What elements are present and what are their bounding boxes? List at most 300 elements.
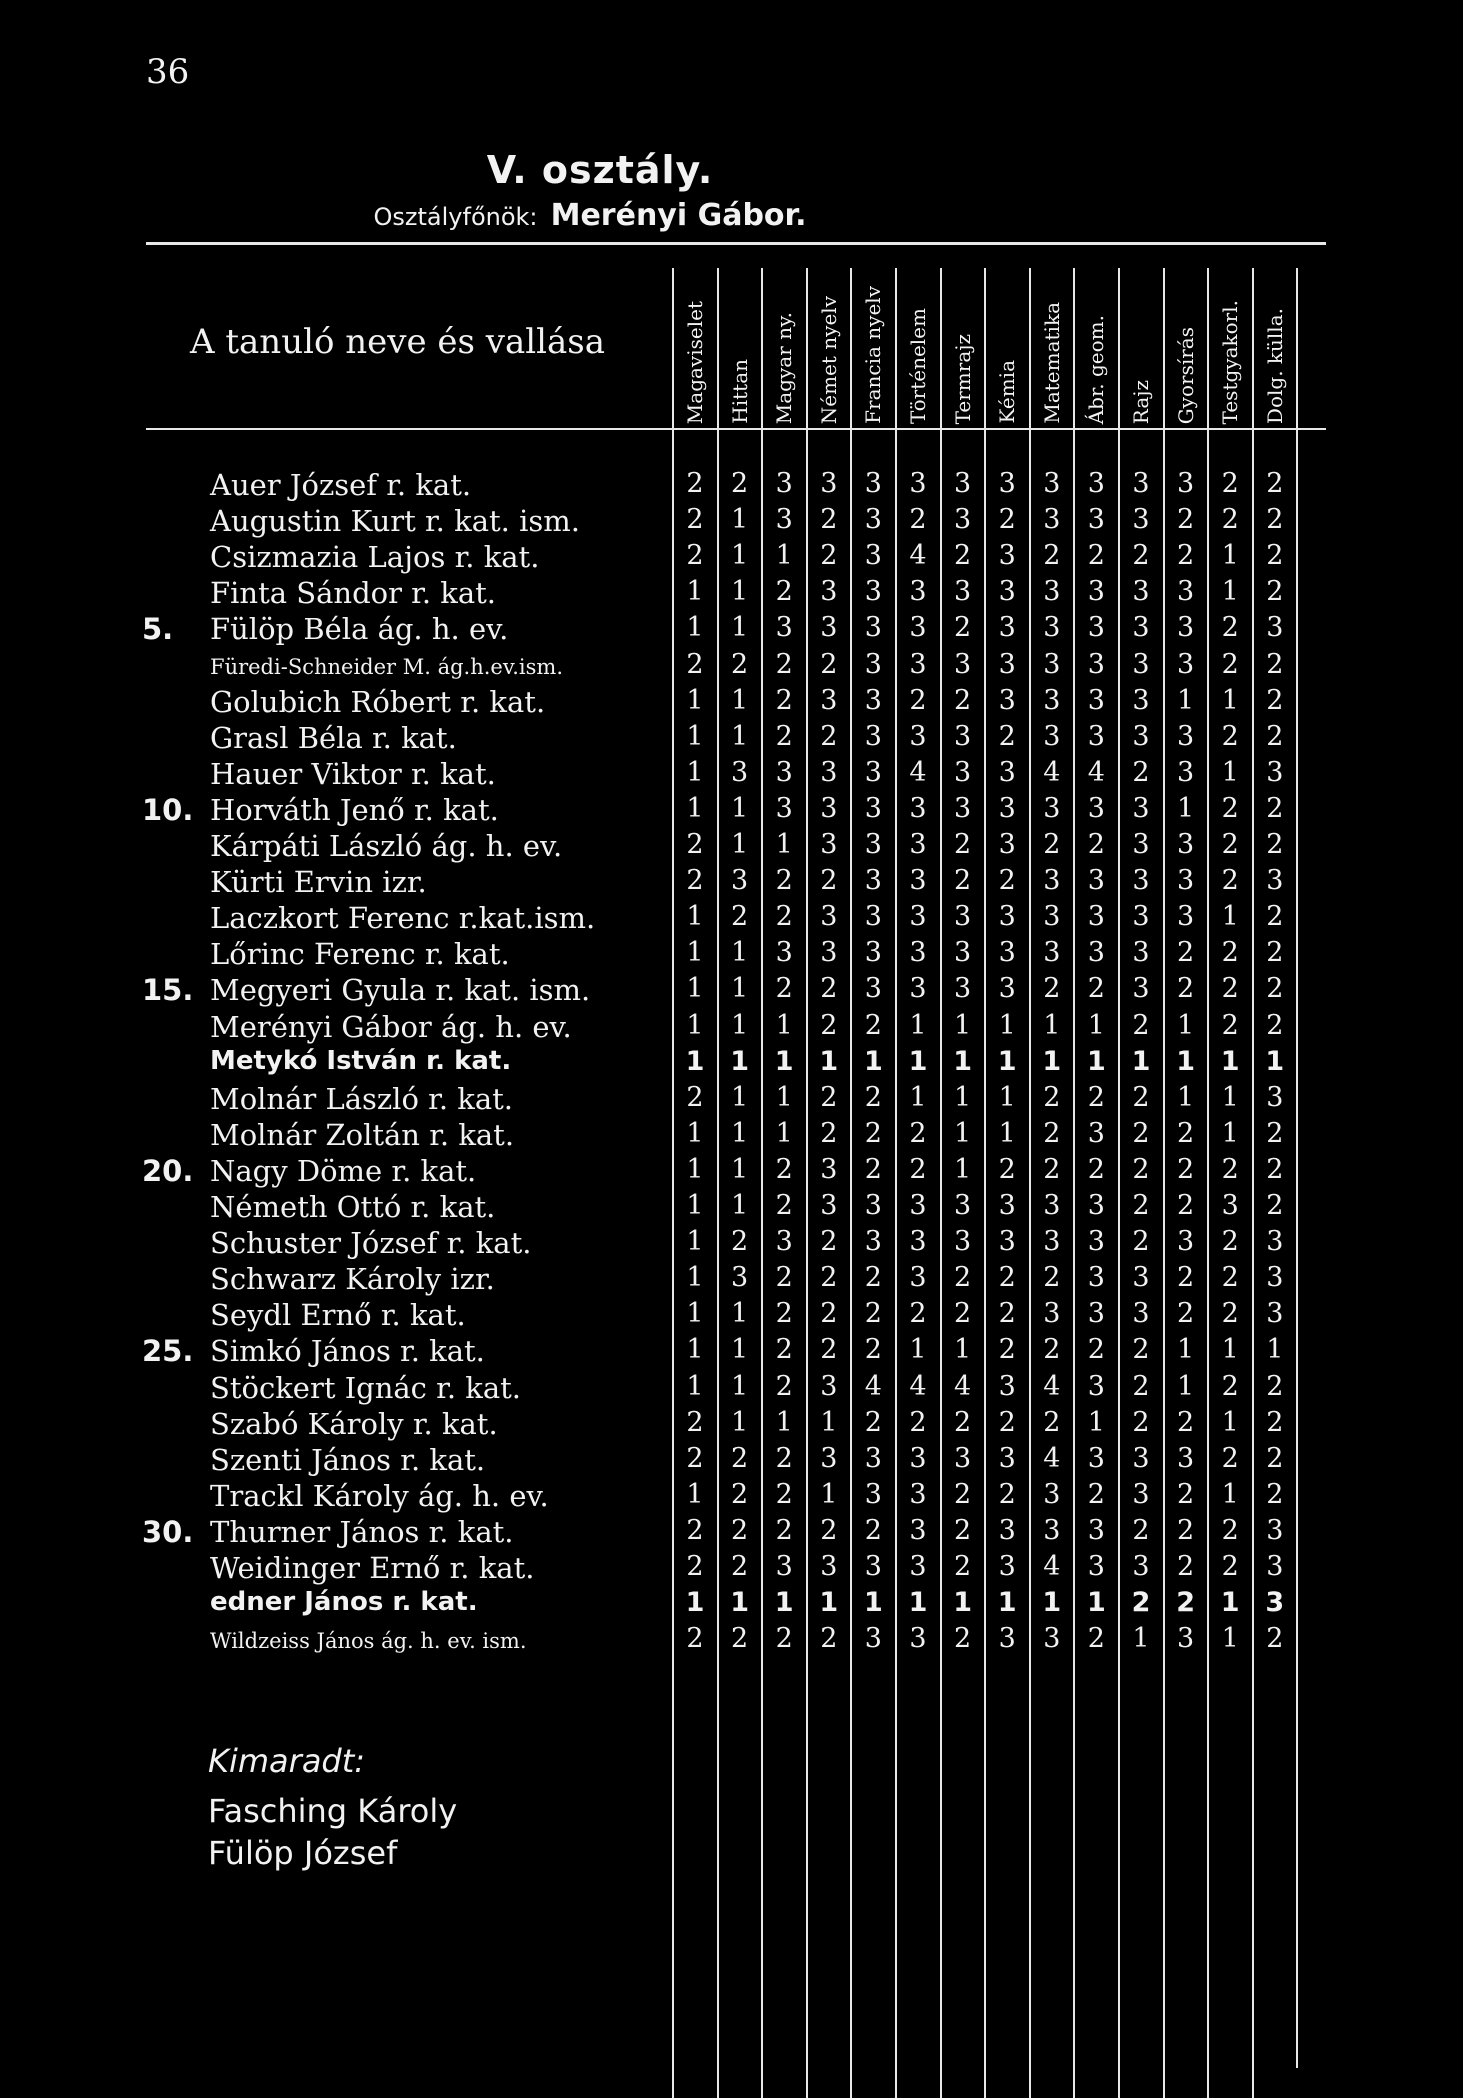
grade-cell: 1 [775, 540, 793, 572]
grade-cell: 3 [864, 720, 882, 752]
grade-cell: 3 [864, 1226, 882, 1258]
grade-cell: 2 [775, 865, 793, 897]
table-row [0, 1010, 1463, 1046]
grade-cell: 1 [1221, 1334, 1239, 1366]
grade-cell: 3 [998, 540, 1016, 572]
grade-cell: 3 [1087, 1298, 1105, 1330]
grade-cell: 1 [1131, 1045, 1151, 1077]
grade-cell: 3 [1087, 504, 1105, 536]
grade-cell: 2 [954, 1478, 972, 1510]
grade-cell: 2 [1131, 1587, 1151, 1619]
grade-cell: 3 [954, 1226, 972, 1258]
grade-cell: 3 [1087, 720, 1105, 752]
grade-cell: 2 [820, 1514, 838, 1546]
grade-cell: 3 [731, 865, 749, 897]
grade-cell: 2 [686, 1623, 704, 1655]
grade-cell: 3 [998, 612, 1016, 644]
grade-cell: 3 [1177, 756, 1195, 788]
row-number: 30. [142, 1514, 194, 1549]
grade-cell: 2 [1266, 648, 1284, 680]
remained-student-name: Fasching Károly [208, 1792, 458, 1830]
grade-cell: 2 [1043, 1262, 1061, 1294]
subject-header [1166, 248, 1206, 424]
remained-title: Kimaradt: [208, 1742, 366, 1780]
grade-cell: 2 [1043, 1153, 1061, 1185]
grade-cell: 2 [1266, 720, 1284, 752]
grade-cell: 1 [998, 1081, 1016, 1113]
grade-cell: 3 [1132, 1442, 1150, 1474]
grade-cell: 2 [1132, 1514, 1150, 1546]
grade-cell: 3 [909, 1623, 927, 1655]
grade-cell: 2 [1043, 1334, 1061, 1366]
grade-cell: 3 [731, 1262, 749, 1294]
grade-cell: 1 [953, 1587, 972, 1619]
grade-cell: 1 [908, 1045, 928, 1077]
student-name: Golubich Róbert r. kat. [210, 684, 546, 719]
grade-cell: 3 [909, 468, 927, 499]
grade-cell: 1 [775, 1406, 793, 1438]
grade-cell: 3 [864, 973, 882, 1005]
grade-cell: 3 [954, 756, 972, 788]
grade-cell: 2 [775, 1623, 793, 1655]
grade-cell: 1 [686, 1334, 704, 1366]
grade-cell: 1 [774, 1045, 794, 1077]
grade-cell: 3 [1266, 1551, 1284, 1582]
grade-cell: 1 [1132, 1623, 1150, 1655]
grade-cell: 2 [686, 1406, 704, 1438]
grade-cell: 3 [864, 648, 882, 680]
grade-cell: 3 [954, 648, 972, 680]
grade-cell: 3 [775, 937, 793, 969]
grade-cell: 2 [686, 540, 704, 572]
subject-header [675, 248, 715, 424]
subject-label: Magyar ny. [772, 311, 797, 424]
table-row [0, 829, 1463, 865]
grade-cell: 1 [731, 684, 749, 716]
grade-cell: 2 [1266, 576, 1284, 608]
student-name: Laczkort Ferenc r.kat.ism. [210, 901, 596, 936]
grade-cell: 3 [909, 1551, 927, 1582]
grade-cell: 1 [686, 1478, 704, 1510]
grade-cell: 3 [1132, 1298, 1150, 1330]
grade-cell: 2 [1177, 504, 1195, 536]
subject-label: Magaviselet [683, 300, 707, 424]
grade-cell: 3 [998, 756, 1016, 788]
grade-cell: 2 [1177, 1406, 1195, 1438]
student-name: Kürti Ervin izr. [210, 865, 427, 900]
grade-cell: 3 [864, 756, 882, 788]
table-row [0, 937, 1463, 973]
grade-cell: 3 [775, 1226, 793, 1258]
grade-cell: 2 [1132, 540, 1150, 572]
grade-cell: 3 [1266, 1298, 1284, 1330]
grade-cell: 1 [1220, 1587, 1240, 1619]
table-row [0, 468, 1463, 504]
grade-cell: 1 [731, 937, 749, 969]
grade-cell: 3 [820, 468, 838, 499]
grade-cell: 3 [1043, 1226, 1061, 1258]
grade-cell: 1 [775, 1009, 793, 1041]
student-name: Stöckert Ignác r. kat. [210, 1370, 521, 1405]
grade-cell: 2 [1043, 540, 1061, 572]
grade-cell: 3 [820, 612, 838, 644]
grade-cell: 2 [954, 1623, 972, 1655]
subject-label: Hittan [727, 359, 752, 424]
grade-cell: 3 [998, 1514, 1016, 1546]
grade-cell: 2 [998, 504, 1016, 536]
grade-cell: 2 [731, 648, 749, 680]
subject-header [1210, 248, 1250, 424]
row-number: 10. [142, 792, 194, 827]
grade-cell: 2 [1266, 1153, 1284, 1185]
grade-cell: 3 [1043, 937, 1061, 969]
grade-cell: 3 [909, 973, 927, 1005]
grade-cell: 2 [864, 1117, 882, 1149]
grade-cell: 2 [1221, 1370, 1239, 1402]
row-number: 25. [142, 1334, 194, 1369]
grade-cell: 2 [1221, 829, 1239, 860]
grade-cell: 2 [1221, 1262, 1239, 1294]
grade-cell: 3 [1132, 576, 1150, 608]
grade-cell: 1 [686, 756, 704, 788]
grade-cell: 2 [1087, 1081, 1105, 1113]
grade-cell: 3 [864, 901, 882, 933]
grade-cell: 1 [1042, 1045, 1062, 1077]
grade-cell: 3 [1043, 1190, 1061, 1221]
grade-cell: 2 [775, 1478, 793, 1510]
grade-cell: 1 [686, 1370, 704, 1402]
grade-cell: 3 [1043, 612, 1061, 644]
grade-cell: 3 [1043, 865, 1061, 897]
grade-cell: 3 [1177, 576, 1195, 608]
table-row [0, 1515, 1463, 1551]
grade-cell: 2 [1266, 792, 1284, 824]
student-name: Simkó János r. kat. [210, 1334, 485, 1369]
grade-cell: 2 [775, 1370, 793, 1402]
grade-cell: 1 [731, 576, 749, 608]
grade-cell: 3 [1265, 1587, 1285, 1619]
grade-cell: 2 [1087, 540, 1105, 572]
grade-cell: 3 [864, 865, 882, 897]
grade-cell: 2 [731, 468, 749, 499]
grade-cell: 2 [820, 1117, 838, 1149]
grade-cell: 2 [775, 720, 793, 752]
student-name: Trackl Károly ág. h. ev. [210, 1478, 549, 1513]
grade-cell: 2 [820, 1262, 838, 1294]
grade-cell: 3 [909, 937, 927, 969]
grade-cell: 2 [1221, 504, 1239, 536]
grade-cell: 3 [1087, 1514, 1105, 1546]
grade-cell: 2 [1266, 1478, 1284, 1510]
grade-cell: 2 [1177, 1153, 1195, 1185]
table-row [0, 757, 1463, 793]
table-row [0, 901, 1463, 937]
student-name: Schwarz Károly izr. [210, 1262, 495, 1297]
grade-cell: 2 [686, 504, 704, 536]
grade-cell: 3 [1266, 1514, 1284, 1546]
grade-cell: 1 [775, 829, 793, 860]
grade-cell: 3 [954, 901, 972, 933]
grade-cell: 2 [1132, 1406, 1150, 1438]
grade-cell: 1 [1042, 1587, 1062, 1619]
student-name: Merényi Gábor ág. h. ev. [210, 1009, 572, 1044]
grade-cell: 1 [1265, 1045, 1285, 1077]
grade-cell: 2 [1221, 1009, 1239, 1041]
grade-cell: 3 [1087, 648, 1105, 680]
grade-cell: 1 [1043, 1009, 1061, 1041]
grade-cell: 2 [775, 1298, 793, 1330]
grade-cell: 3 [820, 684, 838, 716]
grade-cell: 3 [820, 792, 838, 824]
grade-cell: 4 [909, 540, 927, 572]
grade-cell: 2 [998, 1153, 1016, 1185]
grade-cell: 2 [731, 1442, 749, 1474]
grade-cell: 3 [909, 792, 927, 824]
grade-cell: 2 [1221, 973, 1239, 1005]
student-name: Metykó István r. kat. [210, 1045, 512, 1076]
grade-cell: 3 [775, 1551, 793, 1582]
student-name: Lőrinc Ferenc r. kat. [210, 937, 510, 972]
grade-cell: 2 [1177, 1298, 1195, 1330]
grade-cell: 2 [1221, 1514, 1239, 1546]
grade-cell: 2 [998, 865, 1016, 897]
grade-cell: 1 [730, 1045, 749, 1077]
grade-cell: 1 [1177, 792, 1195, 824]
grade-cell: 1 [731, 1117, 749, 1149]
grade-cell: 3 [864, 1478, 882, 1510]
table-row [0, 1407, 1463, 1443]
page-title: V. osztály. [486, 148, 714, 192]
grade-cell: 1 [731, 829, 749, 860]
grade-cell: 1 [731, 1153, 749, 1185]
grade-cell: 3 [1043, 648, 1061, 680]
grade-cell: 2 [1043, 1406, 1061, 1438]
grade-cell: 3 [909, 1262, 927, 1294]
grade-cell: 3 [1132, 865, 1150, 897]
grade-cell: 3 [998, 468, 1016, 499]
grade-cell: 2 [909, 1406, 927, 1438]
grade-cell: 3 [864, 612, 882, 644]
grade-cell: 3 [998, 648, 1016, 680]
grade-cell: 1 [908, 1587, 928, 1619]
grade-cell: 2 [954, 540, 972, 572]
grade-cell: 2 [775, 901, 793, 933]
grade-cell: 1 [1221, 1478, 1239, 1510]
grade-cell: 2 [1221, 1442, 1239, 1474]
grade-cell: 1 [731, 720, 749, 752]
grade-cell: 1 [1087, 1009, 1105, 1041]
grade-cell: 3 [1177, 829, 1195, 860]
grade-cell: 3 [954, 1442, 972, 1474]
grade-cell: 2 [1177, 1190, 1195, 1221]
student-name: Finta Sándor r. kat. [210, 576, 497, 611]
student-name: Schuster József r. kat. [210, 1226, 532, 1261]
subject-header [943, 248, 983, 424]
grade-cell: 2 [864, 1298, 882, 1330]
grade-cell: 3 [1043, 901, 1061, 933]
table-row [0, 1190, 1463, 1226]
table-row [0, 721, 1463, 757]
grade-cell: 3 [1132, 937, 1150, 969]
grade-cell: 4 [954, 1370, 972, 1402]
grade-cell: 3 [954, 973, 972, 1005]
grade-cell: 1 [909, 1009, 927, 1041]
grade-cell: 1 [1177, 1370, 1195, 1402]
grade-cell: 3 [864, 576, 882, 608]
grade-cell: 3 [998, 1226, 1016, 1258]
table-row [0, 1551, 1463, 1587]
grade-cell: 2 [775, 1334, 793, 1366]
grade-cell: 2 [686, 1551, 704, 1582]
grade-cell: 2 [864, 1406, 882, 1438]
subject-label: Ábr. geom. [1084, 314, 1109, 424]
grade-cell: 2 [820, 1226, 838, 1258]
grade-cell: 4 [909, 1370, 927, 1402]
grade-cell: 3 [1087, 865, 1105, 897]
grade-cell: 2 [1132, 1117, 1150, 1149]
grade-cell: 1 [1177, 684, 1195, 716]
grade-cell: 1 [731, 1298, 749, 1330]
grade-cell: 3 [1177, 1623, 1195, 1655]
grade-cell: 3 [1087, 1226, 1105, 1258]
grade-cell: 2 [1132, 1153, 1150, 1185]
grade-cell: 2 [1221, 1551, 1239, 1582]
grade-cell: 2 [998, 1406, 1016, 1438]
grade-cell: 2 [1266, 937, 1284, 969]
grade-cell: 1 [686, 576, 704, 608]
grade-cell: 3 [998, 1370, 1016, 1402]
subject-header [809, 248, 849, 424]
row-number: 15. [142, 973, 194, 1008]
grade-cell: 2 [1221, 865, 1239, 897]
grade-cell: 1 [819, 1587, 839, 1619]
grade-cell: 3 [1132, 1551, 1150, 1582]
grade-cell: 3 [1132, 684, 1150, 716]
grade-cell: 2 [1221, 612, 1239, 644]
grade-cell: 2 [1221, 1226, 1239, 1258]
subject-header [1032, 248, 1072, 424]
grade-cell: 2 [820, 1081, 838, 1113]
grade-cell: 2 [1266, 1009, 1284, 1041]
student-name: Thurner János r. kat. [210, 1514, 514, 1549]
grade-cell: 2 [1043, 829, 1061, 860]
grade-cell: 1 [686, 1226, 704, 1258]
grade-cell: 4 [909, 756, 927, 788]
grade-cell: 2 [1132, 1009, 1150, 1041]
grade-cell: 2 [775, 684, 793, 716]
grade-cell: 1 [686, 1262, 704, 1294]
grade-cell: 3 [864, 1190, 882, 1221]
subject-header [987, 248, 1027, 424]
grade-cell: 2 [864, 1334, 882, 1366]
grade-cell: 1 [1086, 1045, 1106, 1077]
grade-cell: 1 [997, 1587, 1017, 1619]
grade-cell: 2 [820, 540, 838, 572]
grade-cell: 1 [686, 720, 704, 752]
grade-cell: 2 [1177, 1478, 1195, 1510]
remained-student-name: Fülöp József [208, 1834, 398, 1872]
grade-cell: 2 [1132, 1370, 1150, 1402]
grade-cell: 3 [1043, 1623, 1061, 1655]
subject-label: Matematika [1039, 302, 1064, 424]
grade-cell: 2 [1132, 756, 1150, 788]
grade-cell: 2 [1177, 1514, 1195, 1546]
grade-cell: 1 [953, 1045, 972, 1077]
grade-cell: 2 [731, 1623, 749, 1655]
grade-cell: 2 [1266, 468, 1284, 499]
grade-cell: 3 [909, 865, 927, 897]
student-name: Fülöp Béla ág. h. ev. [210, 612, 509, 647]
table-row [0, 1154, 1463, 1190]
grade-cell: 3 [1043, 504, 1061, 536]
grade-cell: 1 [730, 1587, 749, 1619]
grade-cell: 2 [954, 612, 972, 644]
grade-cell: 1 [731, 1081, 749, 1113]
table-row [0, 1479, 1463, 1515]
grade-cell: 1 [863, 1587, 883, 1619]
grade-cell: 2 [1221, 937, 1239, 969]
table-row [0, 1298, 1463, 1334]
table-row [0, 973, 1463, 1009]
student-name: Füredi-Schneider M. ág.h.ev.ism. [210, 654, 563, 679]
student-name: Hauer Viktor r. kat. [210, 756, 496, 791]
grade-cell: 1 [685, 1587, 705, 1619]
grade-cell: 2 [1266, 829, 1284, 860]
grade-cell: 3 [820, 576, 838, 608]
grade-cell: 3 [1132, 829, 1150, 860]
grade-cell: 3 [1132, 1478, 1150, 1510]
grade-cell: 2 [1221, 720, 1239, 752]
grade-cell: 1 [997, 1045, 1017, 1077]
grade-cell: 2 [775, 1442, 793, 1474]
grade-cell: 2 [1221, 1298, 1239, 1330]
grade-cell: 1 [1086, 1587, 1106, 1619]
grade-cell: 3 [909, 576, 927, 608]
grade-cell: 2 [731, 1551, 749, 1582]
grade-cell: 1 [1176, 1045, 1195, 1077]
grade-cell: 3 [1132, 1262, 1150, 1294]
grade-cell: 1 [1221, 756, 1239, 788]
grade-cell: 2 [1266, 901, 1284, 933]
grade-cell: 2 [909, 1117, 927, 1149]
subject-label: Kémia [995, 360, 1020, 424]
grade-cell: 1 [775, 1117, 793, 1149]
grade-cell: 2 [1043, 1081, 1061, 1113]
grade-cell: 2 [954, 684, 972, 716]
grade-cell: 2 [998, 720, 1016, 752]
grade-cell: 1 [1221, 1623, 1239, 1655]
grade-cell: 2 [1132, 1081, 1150, 1113]
grade-cell: 2 [998, 1334, 1016, 1366]
row-number: 20. [142, 1153, 194, 1188]
grade-cell: 1 [686, 1190, 704, 1221]
grade-cell: 2 [1087, 1334, 1105, 1366]
grade-cell: 2 [1221, 468, 1239, 499]
grade-cell: 1 [998, 1117, 1016, 1149]
grade-cell: 1 [774, 1587, 794, 1619]
grade-cell: 3 [820, 1153, 838, 1185]
grade-cell: 2 [820, 1623, 838, 1655]
table-row [0, 1443, 1463, 1479]
grade-cell: 2 [820, 648, 838, 680]
student-name: Csizmazia Lajos r. kat. [210, 540, 540, 575]
student-name: Németh Ottó r. kat. [210, 1190, 496, 1224]
grade-cell: 2 [909, 1153, 927, 1185]
subject-header [1255, 248, 1295, 424]
grade-cell: 3 [1087, 612, 1105, 644]
grade-cell: 1 [731, 1334, 749, 1366]
subject-label: Testgyakorl. [1218, 299, 1243, 424]
